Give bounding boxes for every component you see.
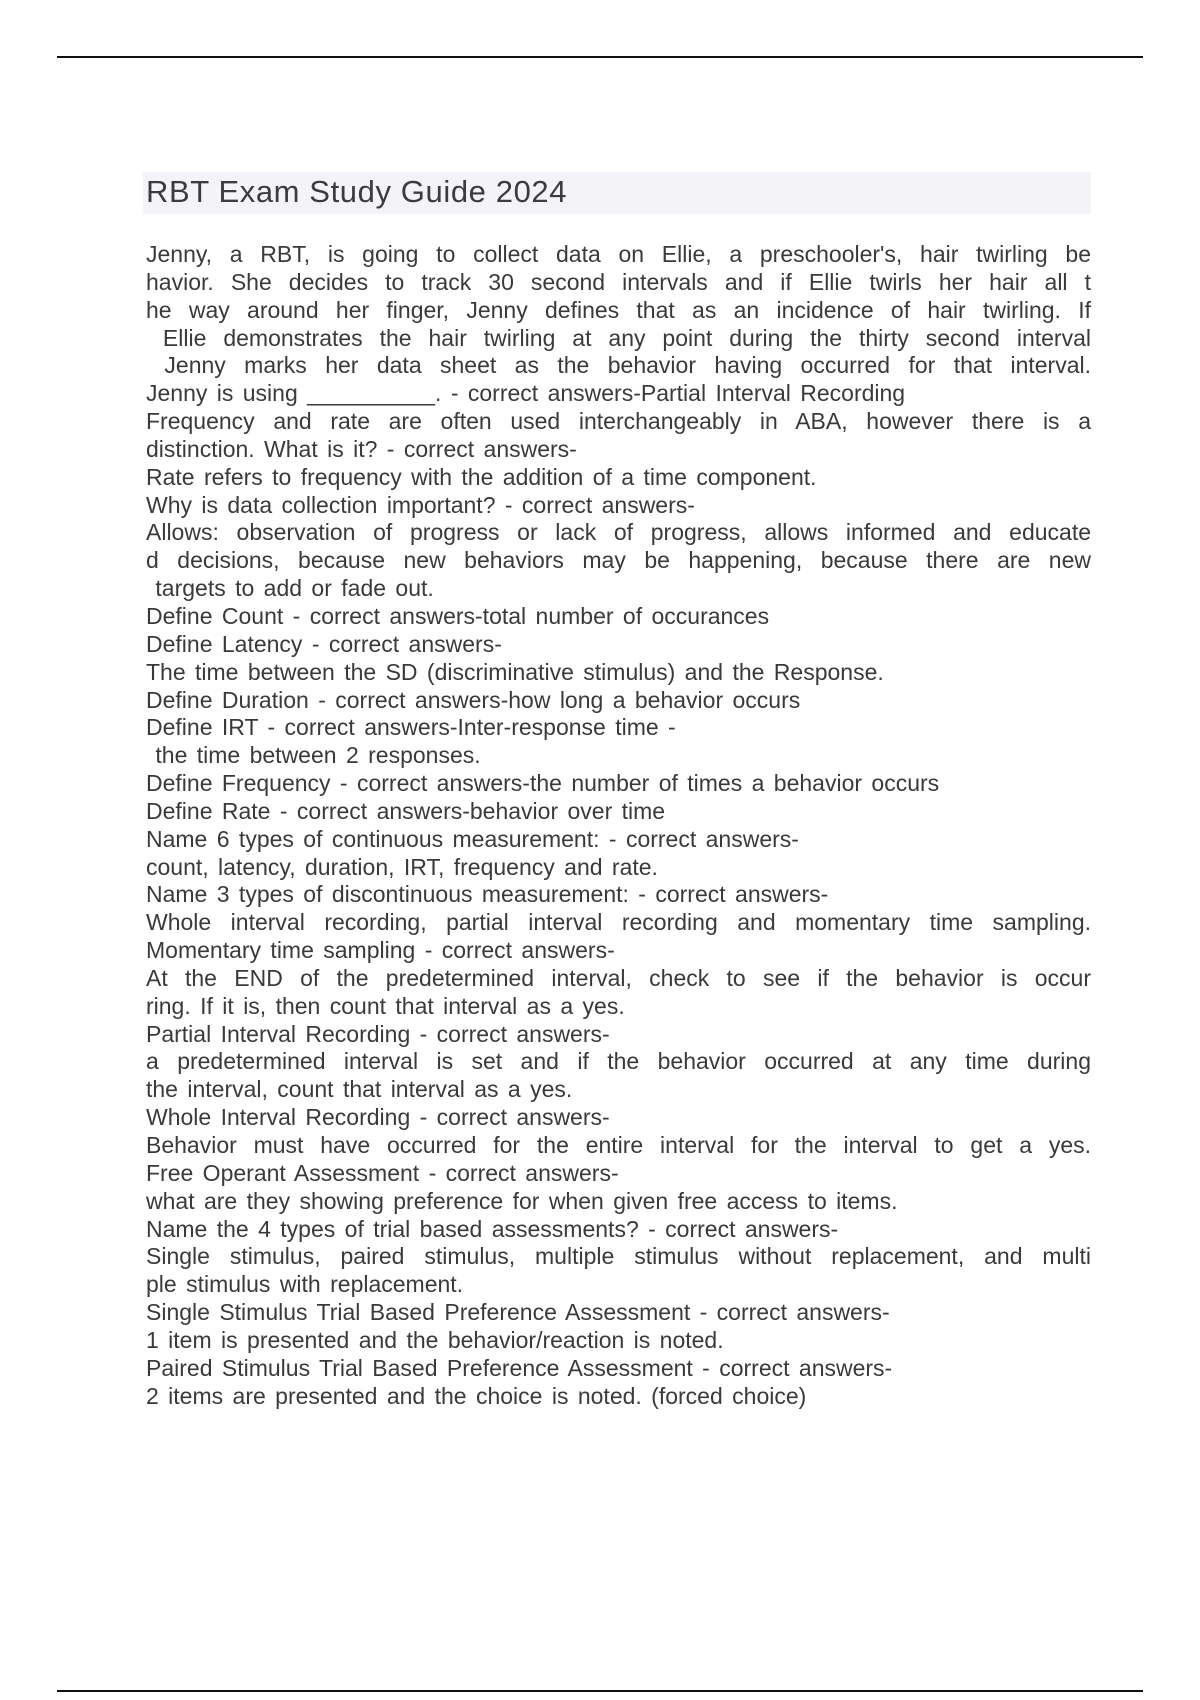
- document-title: RBT Exam Study Guide 2024: [146, 174, 568, 209]
- text-line: 1 item is presented and the behavior/reaction is noted.: [146, 1326, 724, 1353]
- text-line: what are they showing preference for when given free access to items.: [146, 1187, 898, 1214]
- text-line: Allows: observation of progress or lack of progress, allows informed and educate: [146, 519, 1091, 546]
- text-line: Partial Interval Recording - correct answers-: [146, 1020, 610, 1047]
- text-line: Single stimulus, paired stimulus, multiple stimulus without replacement, and multi: [146, 1243, 1091, 1270]
- text-line: Name the 4 types of trial based assessments? - correct answers-: [146, 1215, 839, 1242]
- text-line: Why is data collection important? - correct answers-: [146, 491, 695, 518]
- text-line: 2 items are presented and the choice is noted. (forced choice): [146, 1382, 807, 1409]
- text-line: Ellie demonstrates the hair twirling at any point during the thirty second interval: [146, 324, 1091, 351]
- text-line: targets to add or fade out.: [146, 575, 434, 602]
- text-line: Behavior must have occurred for the entire interval for the interval to get a yes.: [146, 1132, 1091, 1158]
- text-line: count, latency, duration, IRT, frequency and rate.: [146, 853, 658, 880]
- text-line: Rate refers to frequency with the addition of a time component.: [146, 463, 817, 490]
- text-line: The time between the SD (discriminative stimulus) and the Response.: [146, 658, 884, 685]
- text-line: ring. If it is, then count that interval as a yes.: [146, 992, 625, 1019]
- text-line: havior. She decides to track 30 second intervals and if Ellie twirls her hair all t: [146, 268, 1091, 295]
- text-line: Paired Stimulus Trial Based Preference Assessment - correct answers-: [146, 1354, 893, 1381]
- text-line: the time between 2 responses.: [146, 742, 481, 769]
- text-line: Name 6 types of continuous measurement: - correct answers-: [146, 825, 799, 852]
- text-line: Whole Interval Recording - correct answers-: [146, 1104, 610, 1131]
- text-line: Define Count - correct answers-total number of occurances: [146, 602, 770, 629]
- text-line: distinction. What is it? - correct answers-: [146, 435, 577, 462]
- text-line: Single Stimulus Trial Based Preference Assessment - correct answers-: [146, 1299, 890, 1326]
- bottom-rule: [57, 1690, 1143, 1692]
- text-line: Free Operant Assessment - correct answers-: [146, 1159, 619, 1186]
- text-line: d decisions, because new behaviors may be happening, because there are new: [146, 547, 1091, 574]
- text-line: Jenny is using __________. - correct answers-Partial Interval Recording: [146, 380, 906, 407]
- text-line: Name 3 types of discontinuous measurement: - correct answers-: [146, 881, 829, 908]
- text-line: a predetermined interval is set and if the behavior occurred at any time during: [146, 1048, 1091, 1075]
- text-line: Whole interval recording, partial interval recording and momentary time sampling.: [146, 909, 1091, 936]
- text-line: Define Duration - correct answers-how long a behavior occurs: [146, 686, 801, 713]
- document-body: [146, 241, 1091, 1410]
- text-line: Define Rate - correct answers-behavior over time: [146, 797, 666, 824]
- text-line: Jenny, a RBT, is going to collect data on Ellie, a preschooler's, hair twirling be: [146, 241, 1091, 267]
- text-line: he way around her finger, Jenny defines that as an incidence of hair twirling. If: [146, 296, 1091, 323]
- text-line: Frequency and rate are often used interchangeably in ABA, however there is a: [146, 408, 1091, 435]
- text-line: the interval, count that interval as a yes.: [146, 1076, 573, 1103]
- text-line: Define Frequency - correct answers-the number of times a behavior occurs: [146, 770, 940, 797]
- text-line: Momentary time sampling - correct answers-: [146, 937, 615, 964]
- text-line: Define Latency - correct answers-: [146, 630, 502, 657]
- text-line: Define IRT - correct answers-Inter-response time -: [146, 714, 676, 741]
- top-rule: [57, 56, 1143, 58]
- text-line: Jenny marks her data sheet as the behavior having occurred for that interval.: [146, 352, 1091, 379]
- text-line: At the END of the predetermined interval, check to see if the behavior is occur: [146, 964, 1091, 991]
- text-line: ple stimulus with replacement.: [146, 1271, 464, 1298]
